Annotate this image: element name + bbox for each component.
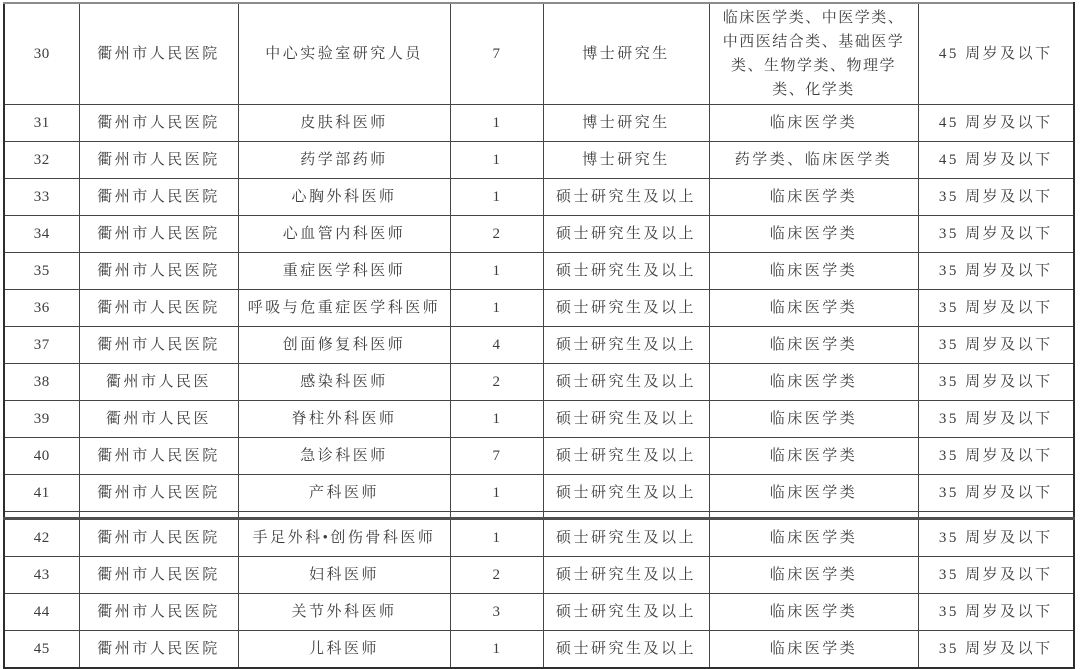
cell-row-number: 32 — [4, 142, 79, 179]
cell-openings: 1 — [450, 631, 543, 669]
cell-employer: 衢州市人民医院 — [79, 557, 238, 594]
cell-row-number: 34 — [4, 216, 79, 253]
cell-age-limit: 35 周岁及以下 — [918, 475, 1074, 512]
cell-education: 硕士研究生及以上 — [543, 179, 709, 216]
cell-education: 硕士研究生及以上 — [543, 557, 709, 594]
cell-row-number: 30 — [4, 3, 79, 105]
cell-education: 硕士研究生及以上 — [543, 519, 709, 557]
cell-majors: 临床医学类 — [709, 179, 918, 216]
cell-education: 硕士研究生及以上 — [543, 438, 709, 475]
cell-age-limit: 35 周岁及以下 — [918, 557, 1074, 594]
cell-employer: 衢州市人民医院 — [79, 253, 238, 290]
cell-education: 博士研究生 — [543, 3, 709, 105]
page-break-divider-cell — [79, 512, 238, 519]
cell-row-number: 42 — [4, 519, 79, 557]
cell-education: 硕士研究生及以上 — [543, 594, 709, 631]
page-break-divider-cell — [918, 512, 1074, 519]
cell-position: 中心实验室研究人员 — [238, 3, 450, 105]
cell-openings: 7 — [450, 438, 543, 475]
page-break-divider-cell — [543, 512, 709, 519]
cell-openings: 1 — [450, 179, 543, 216]
table-row — [4, 216, 1074, 253]
cell-age-limit: 35 周岁及以下 — [918, 631, 1074, 669]
cell-row-number: 39 — [4, 401, 79, 438]
table-row — [4, 327, 1074, 364]
cell-education: 硕士研究生及以上 — [543, 401, 709, 438]
cell-position: 儿科医师 — [238, 631, 450, 669]
cell-majors: 临床医学类 — [709, 631, 918, 669]
table-row — [4, 519, 1074, 557]
cell-employer: 衢州市人民医 — [79, 364, 238, 401]
cell-age-limit: 35 周岁及以下 — [918, 290, 1074, 327]
cell-age-limit: 35 周岁及以下 — [918, 438, 1074, 475]
cell-education: 博士研究生 — [543, 105, 709, 142]
cell-employer: 衢州市人民医院 — [79, 594, 238, 631]
cell-education: 硕士研究生及以上 — [543, 631, 709, 669]
table-row — [4, 179, 1074, 216]
cell-position: 重症医学科医师 — [238, 253, 450, 290]
cell-openings: 1 — [450, 401, 543, 438]
cell-employer: 衢州市人民医院 — [79, 290, 238, 327]
cell-employer: 衢州市人民医院 — [79, 327, 238, 364]
cell-education: 硕士研究生及以上 — [543, 475, 709, 512]
cell-education: 硕士研究生及以上 — [543, 327, 709, 364]
table-row — [4, 364, 1074, 401]
table-row — [4, 105, 1074, 142]
cell-position: 关节外科医师 — [238, 594, 450, 631]
cell-education: 硕士研究生及以上 — [543, 216, 709, 253]
cell-position: 心血管内科医师 — [238, 216, 450, 253]
cell-openings: 2 — [450, 216, 543, 253]
cell-age-limit: 35 周岁及以下 — [918, 364, 1074, 401]
cell-position: 手足外科•创伤骨科医师 — [238, 519, 450, 557]
table-row — [4, 631, 1074, 669]
cell-majors: 临床医学类 — [709, 253, 918, 290]
cell-openings: 1 — [450, 475, 543, 512]
recruitment-table-body — [4, 3, 1074, 668]
cell-employer: 衢州市人民医 — [79, 401, 238, 438]
cell-age-limit: 45 周岁及以下 — [918, 105, 1074, 142]
cell-majors: 药学类、临床医学类 — [709, 142, 918, 179]
cell-openings: 4 — [450, 327, 543, 364]
cell-majors: 临床医学类 — [709, 557, 918, 594]
cell-position: 感染科医师 — [238, 364, 450, 401]
cell-position: 皮肤科医师 — [238, 105, 450, 142]
cell-row-number: 36 — [4, 290, 79, 327]
cell-education: 硕士研究生及以上 — [543, 364, 709, 401]
cell-education: 硕士研究生及以上 — [543, 253, 709, 290]
page-break-divider-cell — [238, 512, 450, 519]
table-row — [4, 290, 1074, 327]
cell-employer: 衢州市人民医院 — [79, 631, 238, 669]
recruitment-table — [3, 2, 1075, 669]
page-break-divider — [4, 512, 1074, 519]
cell-majors: 临床医学类 — [709, 475, 918, 512]
table-row — [4, 253, 1074, 290]
cell-openings: 2 — [450, 557, 543, 594]
cell-position: 药学部药师 — [238, 142, 450, 179]
cell-education: 博士研究生 — [543, 142, 709, 179]
cell-age-limit: 35 周岁及以下 — [918, 327, 1074, 364]
cell-majors: 临床医学类 — [709, 438, 918, 475]
page-break-divider-cell — [709, 512, 918, 519]
cell-position: 妇科医师 — [238, 557, 450, 594]
cell-employer: 衢州市人民医院 — [79, 142, 238, 179]
cell-position: 呼吸与危重症医学科医师 — [238, 290, 450, 327]
table-row — [4, 594, 1074, 631]
cell-row-number: 41 — [4, 475, 79, 512]
cell-age-limit: 35 周岁及以下 — [918, 216, 1074, 253]
table-row — [4, 3, 1074, 105]
cell-majors: 临床医学类 — [709, 401, 918, 438]
cell-employer: 衢州市人民医院 — [79, 438, 238, 475]
cell-position: 创面修复科医师 — [238, 327, 450, 364]
cell-employer: 衢州市人民医院 — [79, 3, 238, 105]
cell-row-number: 31 — [4, 105, 79, 142]
cell-employer: 衢州市人民医院 — [79, 105, 238, 142]
cell-openings: 2 — [450, 364, 543, 401]
table-row — [4, 142, 1074, 179]
cell-row-number: 38 — [4, 364, 79, 401]
cell-position: 脊柱外科医师 — [238, 401, 450, 438]
cell-openings: 1 — [450, 142, 543, 179]
cell-age-limit: 45 周岁及以下 — [918, 142, 1074, 179]
cell-openings: 1 — [450, 253, 543, 290]
cell-majors: 临床医学类 — [709, 290, 918, 327]
cell-openings: 7 — [450, 3, 543, 105]
cell-row-number: 45 — [4, 631, 79, 669]
cell-majors: 临床医学类 — [709, 364, 918, 401]
table-row — [4, 438, 1074, 475]
cell-openings: 3 — [450, 594, 543, 631]
page-break-divider-cell — [450, 512, 543, 519]
cell-position: 产科医师 — [238, 475, 450, 512]
cell-openings: 1 — [450, 519, 543, 557]
cell-row-number: 44 — [4, 594, 79, 631]
cell-age-limit: 45 周岁及以下 — [918, 3, 1074, 105]
cell-position: 急诊科医师 — [238, 438, 450, 475]
cell-employer: 衢州市人民医院 — [79, 475, 238, 512]
cell-row-number: 33 — [4, 179, 79, 216]
cell-openings: 1 — [450, 290, 543, 327]
table-row — [4, 475, 1074, 512]
cell-employer: 衢州市人民医院 — [79, 216, 238, 253]
table-row — [4, 401, 1074, 438]
cell-majors: 临床医学类 — [709, 327, 918, 364]
cell-row-number: 37 — [4, 327, 79, 364]
cell-row-number: 35 — [4, 253, 79, 290]
cell-age-limit: 35 周岁及以下 — [918, 179, 1074, 216]
cell-education: 硕士研究生及以上 — [543, 290, 709, 327]
cell-position: 心胸外科医师 — [238, 179, 450, 216]
cell-majors: 临床医学类、中医学类、中西医结合类、基础医学类、生物学类、物理学类、化学类 — [709, 3, 918, 105]
cell-age-limit: 35 周岁及以下 — [918, 594, 1074, 631]
cell-age-limit: 35 周岁及以下 — [918, 253, 1074, 290]
cell-age-limit: 35 周岁及以下 — [918, 519, 1074, 557]
cell-majors: 临床医学类 — [709, 594, 918, 631]
cell-majors: 临床医学类 — [709, 216, 918, 253]
cell-age-limit: 35 周岁及以下 — [918, 401, 1074, 438]
cell-employer: 衢州市人民医院 — [79, 519, 238, 557]
table-row — [4, 557, 1074, 594]
cell-row-number: 43 — [4, 557, 79, 594]
cell-employer: 衢州市人民医院 — [79, 179, 238, 216]
cell-openings: 1 — [450, 105, 543, 142]
cell-row-number: 40 — [4, 438, 79, 475]
cell-majors: 临床医学类 — [709, 105, 918, 142]
page-break-divider-cell — [4, 512, 79, 519]
cell-majors: 临床医学类 — [709, 519, 918, 557]
